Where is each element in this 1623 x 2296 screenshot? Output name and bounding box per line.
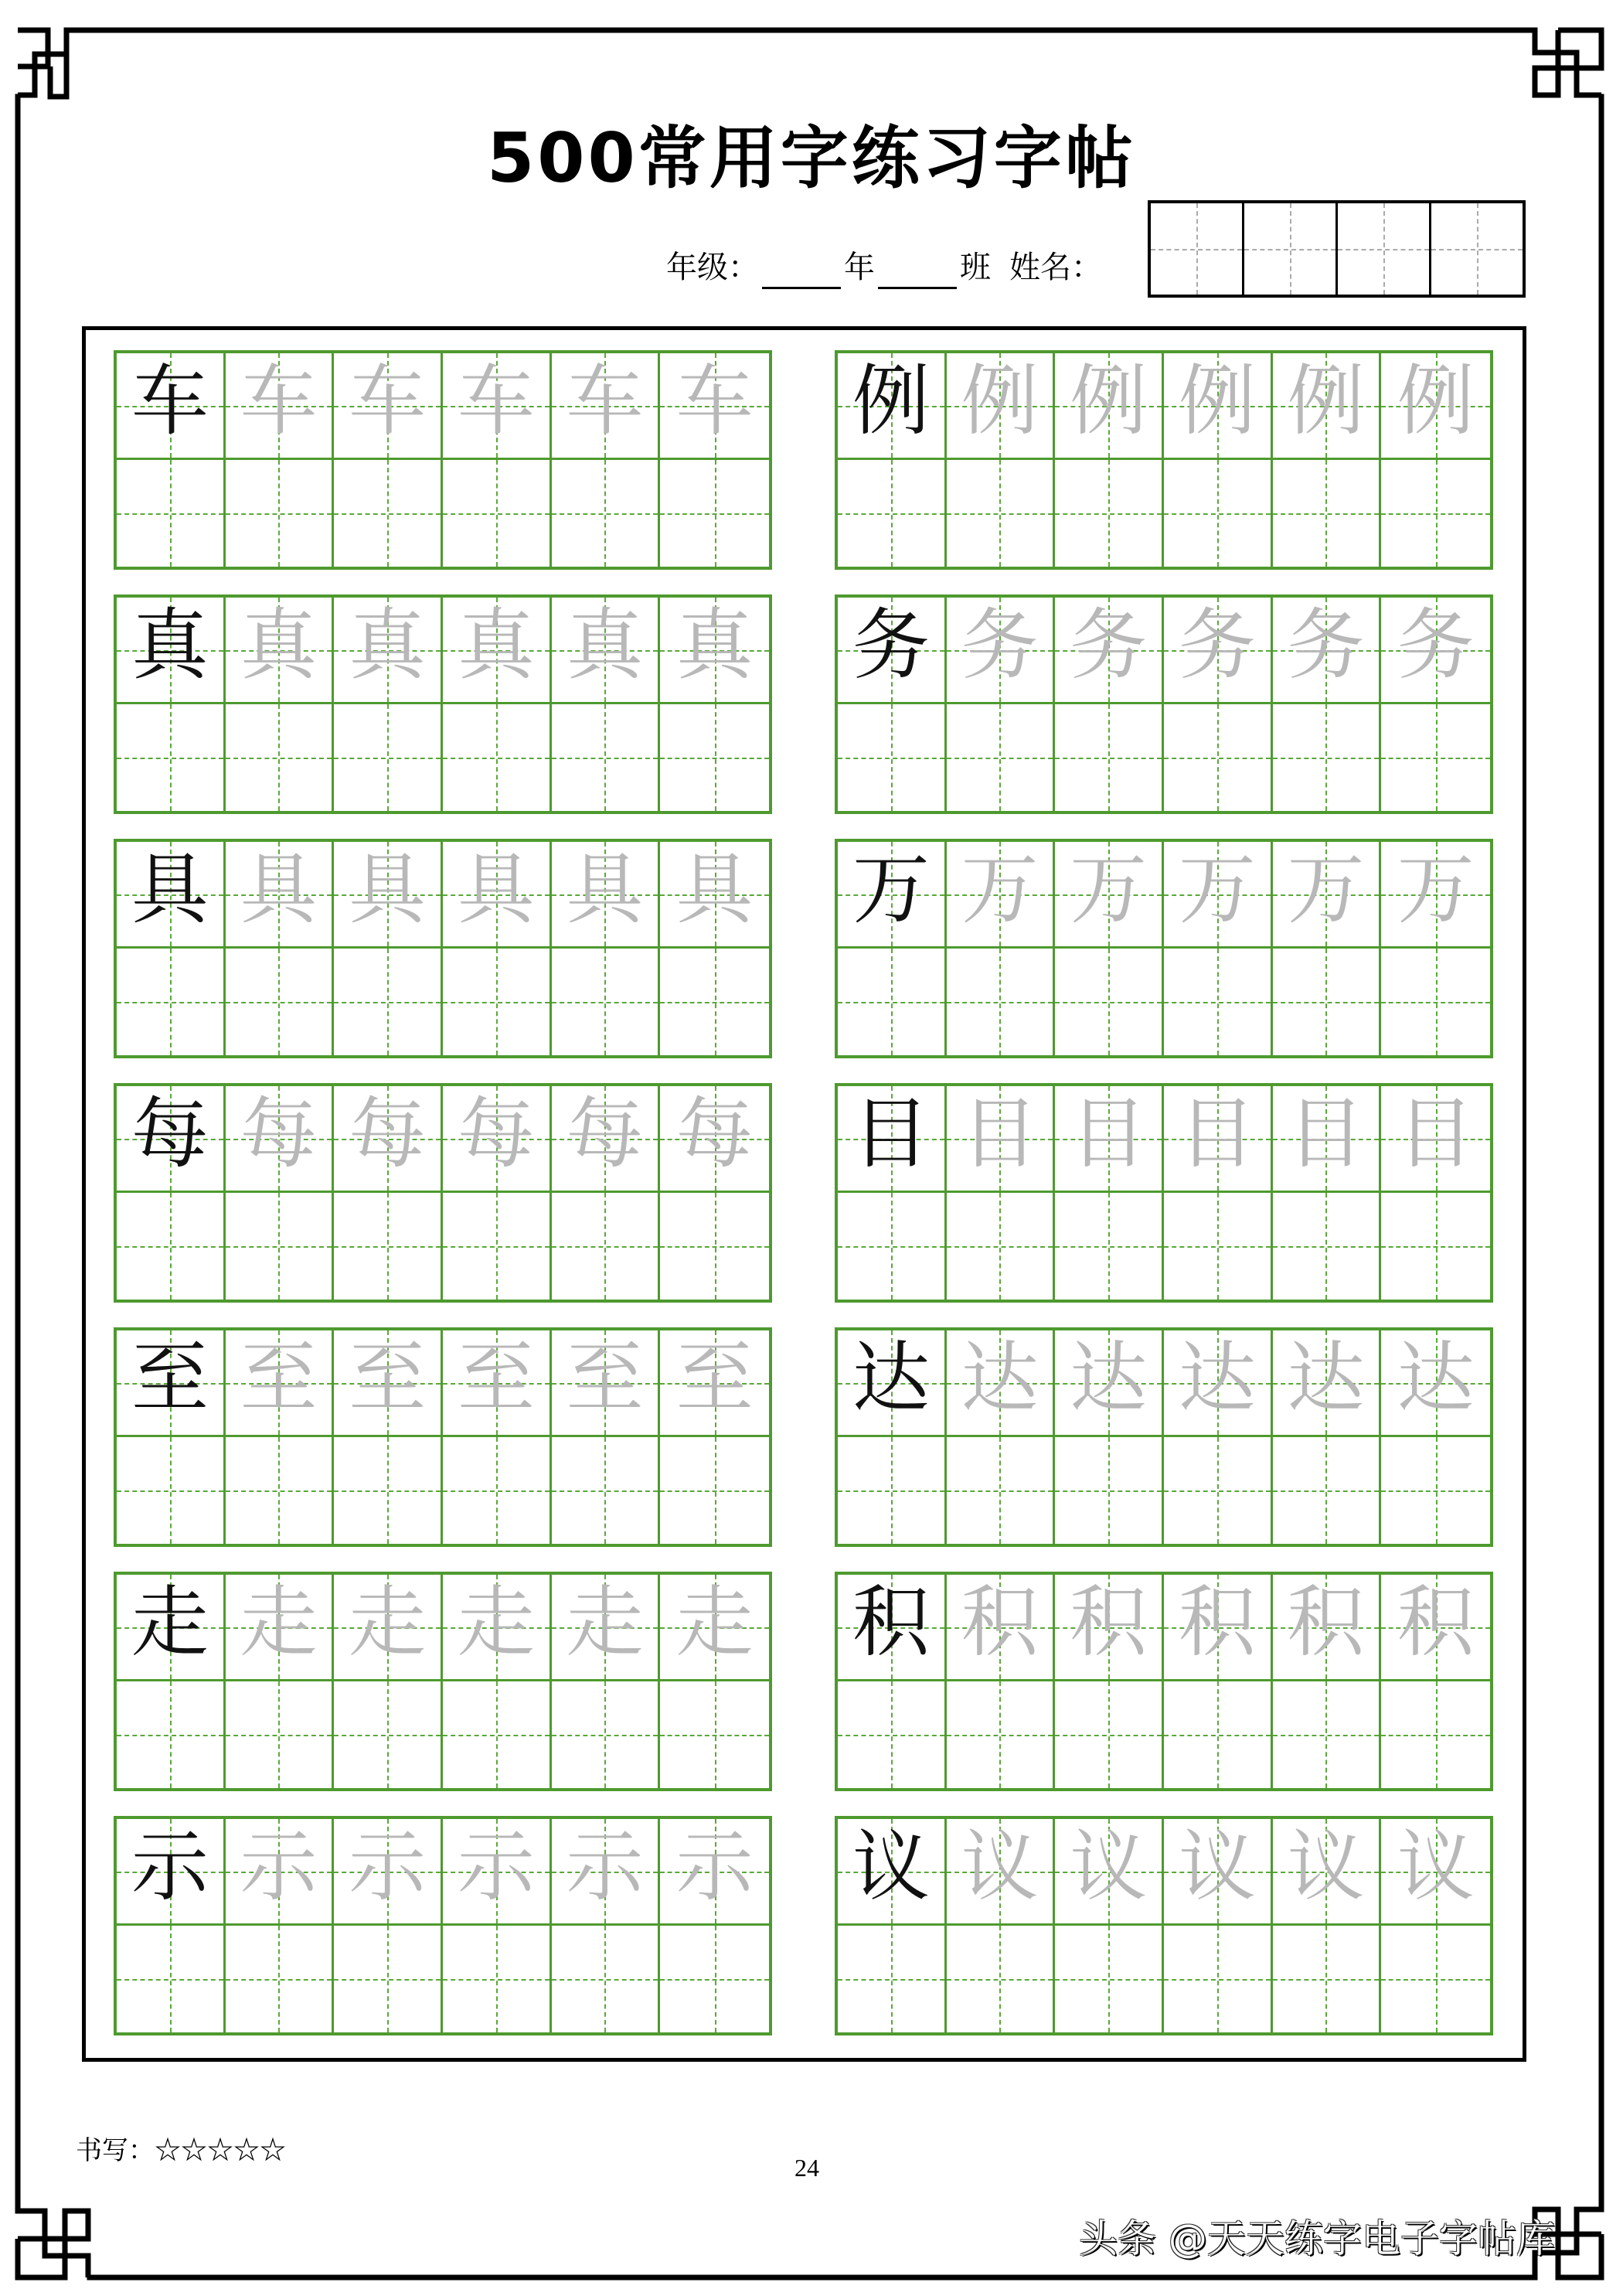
practice-block — [835, 1816, 1493, 2035]
blank-writing-cell[interactable] — [117, 1193, 226, 1300]
trace-character: 示 — [240, 1821, 318, 1912]
trace-character: 万 — [1070, 844, 1148, 935]
trace-character-cell — [1055, 842, 1164, 949]
blank-writing-cell[interactable] — [1381, 1926, 1490, 2032]
trace-character: 至 — [675, 1333, 754, 1423]
blank-writing-cell[interactable] — [1164, 1926, 1273, 2032]
trace-character: 示 — [566, 1821, 644, 1912]
blank-writing-cell[interactable] — [443, 704, 552, 811]
trace-character: 积 — [1070, 1577, 1148, 1667]
blank-writing-cell[interactable] — [660, 704, 769, 811]
blank-writing-cell[interactable] — [443, 1437, 552, 1544]
trace-character-cell — [334, 598, 443, 704]
trace-character-cell — [1055, 353, 1164, 460]
blank-writing-cell[interactable] — [838, 460, 947, 567]
trace-character-cell — [226, 1330, 335, 1437]
trace-character: 积 — [1287, 1577, 1365, 1667]
blank-writing-cell[interactable] — [660, 460, 769, 567]
trace-character-cell — [1164, 1086, 1273, 1193]
practice-block — [114, 839, 772, 1058]
blank-writing-cell[interactable] — [552, 1926, 661, 2032]
trace-character: 走 — [240, 1577, 318, 1667]
trace-character: 车 — [240, 356, 318, 446]
trace-character: 积 — [1178, 1577, 1256, 1667]
blank-writing-cell[interactable] — [1381, 1681, 1490, 1788]
model-character-cell — [838, 353, 947, 460]
model-character-cell — [838, 598, 947, 704]
blank-writing-cell[interactable] — [226, 1926, 335, 2032]
blank-writing-cell[interactable] — [552, 1681, 661, 1788]
name-cell[interactable] — [1151, 203, 1244, 295]
trace-character: 例 — [1070, 356, 1148, 446]
trace-character-cell — [1381, 598, 1490, 704]
trace-character: 具 — [349, 844, 427, 935]
model-character: 务 — [852, 600, 930, 690]
trace-character-cell — [552, 1819, 661, 1926]
blank-writing-cell[interactable] — [947, 704, 1056, 811]
blank-writing-cell[interactable] — [226, 1681, 335, 1788]
practice-block — [835, 594, 1493, 814]
blank-writing-cell[interactable] — [226, 460, 335, 567]
trace-character-cell — [226, 598, 335, 704]
blank-writing-cell[interactable] — [117, 1926, 226, 2032]
trace-character-cell — [1273, 598, 1382, 704]
trace-character-cell — [947, 1086, 1056, 1193]
trace-character: 务 — [961, 600, 1039, 690]
trace-character-cell — [334, 1330, 443, 1437]
blank-writing-cell[interactable] — [1381, 1437, 1490, 1544]
trace-character-cell — [226, 1575, 335, 1681]
name-cell[interactable] — [1244, 203, 1338, 295]
blank-writing-cell[interactable] — [1381, 949, 1490, 1055]
blank-writing-cell[interactable] — [117, 949, 226, 1055]
trace-character: 目 — [1070, 1088, 1148, 1179]
trace-character: 至 — [349, 1333, 427, 1423]
blank-writing-cell[interactable] — [552, 1193, 661, 1300]
trace-character-cell — [1381, 353, 1490, 460]
name-input-grid[interactable] — [1148, 200, 1526, 298]
model-character: 走 — [131, 1577, 209, 1667]
blank-writing-cell[interactable] — [838, 1193, 947, 1300]
trace-character: 达 — [961, 1333, 1039, 1423]
blank-writing-cell[interactable] — [226, 1437, 335, 1544]
blank-writing-cell[interactable] — [947, 1437, 1056, 1544]
trace-character-cell — [1164, 1575, 1273, 1681]
trace-character-cell — [947, 353, 1056, 460]
blank-writing-cell[interactable] — [1055, 460, 1164, 567]
corner-ornament-bottom-left — [18, 2211, 88, 2277]
blank-writing-cell[interactable] — [1164, 1193, 1273, 1300]
blank-writing-cell[interactable] — [117, 704, 226, 811]
model-character: 议 — [852, 1821, 930, 1912]
blank-writing-cell[interactable] — [1381, 460, 1490, 567]
blank-writing-cell[interactable] — [443, 1193, 552, 1300]
practice-block — [114, 1816, 772, 2035]
practice-block — [835, 1327, 1493, 1547]
blank-writing-cell[interactable] — [226, 949, 335, 1055]
trace-character: 万 — [961, 844, 1039, 935]
grade-year-input[interactable] — [762, 253, 841, 289]
trace-character-cell — [1164, 353, 1273, 460]
trace-character: 至 — [457, 1333, 535, 1423]
blank-writing-cell[interactable] — [660, 1193, 769, 1300]
blank-writing-cell[interactable] — [1164, 704, 1273, 811]
trace-character-cell — [660, 353, 769, 460]
trace-character: 示 — [457, 1821, 535, 1912]
trace-character: 目 — [1397, 1088, 1475, 1179]
model-character-cell — [117, 598, 226, 704]
trace-character: 务 — [1397, 600, 1475, 690]
trace-character: 务 — [1070, 600, 1148, 690]
blank-writing-cell[interactable] — [1273, 949, 1382, 1055]
trace-character: 真 — [457, 600, 535, 690]
trace-character: 议 — [961, 1821, 1039, 1912]
blank-writing-cell[interactable] — [443, 460, 552, 567]
blank-writing-cell[interactable] — [1055, 949, 1164, 1055]
class-label: 班 — [960, 250, 991, 285]
trace-character-cell — [443, 598, 552, 704]
trace-character: 每 — [457, 1088, 535, 1179]
practice-block — [835, 1572, 1493, 1791]
trace-character-cell — [947, 842, 1056, 949]
trace-character-cell — [660, 598, 769, 704]
model-character-cell — [117, 1330, 226, 1437]
blank-writing-cell[interactable] — [552, 949, 661, 1055]
trace-character: 积 — [1397, 1577, 1475, 1667]
trace-character: 积 — [961, 1577, 1039, 1667]
trace-character-cell — [947, 1819, 1056, 1926]
blank-writing-cell[interactable] — [1055, 1681, 1164, 1788]
blank-writing-cell[interactable] — [117, 1437, 226, 1544]
model-character-cell — [838, 1575, 947, 1681]
trace-character-cell — [443, 1330, 552, 1437]
trace-character-cell — [443, 842, 552, 949]
blank-writing-cell[interactable] — [1273, 1437, 1382, 1544]
blank-writing-cell[interactable] — [838, 949, 947, 1055]
blank-writing-cell[interactable] — [947, 949, 1056, 1055]
trace-character-cell — [334, 842, 443, 949]
blank-writing-cell[interactable] — [838, 704, 947, 811]
trace-character: 至 — [240, 1333, 318, 1423]
blank-writing-cell[interactable] — [1381, 1193, 1490, 1300]
corner-ornament-top-left — [18, 30, 66, 97]
trace-character: 达 — [1070, 1333, 1148, 1423]
blank-writing-cell[interactable] — [660, 1926, 769, 2032]
model-character: 具 — [131, 844, 209, 935]
blank-writing-cell[interactable] — [1273, 704, 1382, 811]
trace-character: 走 — [349, 1577, 427, 1667]
blank-writing-cell[interactable] — [443, 1926, 552, 2032]
trace-character-cell — [1381, 1330, 1490, 1437]
blank-writing-cell[interactable] — [117, 1681, 226, 1788]
blank-writing-cell[interactable] — [1055, 1193, 1164, 1300]
model-character-cell — [117, 1086, 226, 1193]
model-character-cell — [117, 353, 226, 460]
trace-character: 真 — [349, 600, 427, 690]
trace-character-cell — [1273, 1575, 1382, 1681]
name-cell[interactable] — [1338, 203, 1431, 295]
practice-block — [114, 1327, 772, 1547]
blank-writing-cell[interactable] — [1273, 1681, 1382, 1788]
blank-writing-cell[interactable] — [117, 460, 226, 567]
trace-character-cell — [443, 1575, 552, 1681]
blank-writing-cell[interactable] — [1055, 1437, 1164, 1544]
trace-character-cell — [1273, 353, 1382, 460]
blank-writing-cell[interactable] — [660, 1681, 769, 1788]
blank-writing-cell[interactable] — [1273, 1193, 1382, 1300]
writing-rating — [76, 2134, 286, 2168]
trace-character-cell — [552, 1575, 661, 1681]
trace-character-cell — [1381, 1575, 1490, 1681]
blank-writing-cell[interactable] — [838, 1437, 947, 1544]
trace-character-cell — [334, 1819, 443, 1926]
model-character-cell — [117, 1575, 226, 1681]
model-character: 每 — [131, 1088, 209, 1179]
trace-character-cell — [660, 1086, 769, 1193]
blank-writing-cell[interactable] — [838, 1926, 947, 2032]
corner-ornament-top-right — [1535, 30, 1601, 95]
trace-character-cell — [1164, 1330, 1273, 1437]
trace-character: 每 — [349, 1088, 427, 1179]
page-number: 24 — [794, 2154, 819, 2182]
trace-character: 至 — [566, 1333, 644, 1423]
blank-writing-cell[interactable] — [947, 460, 1056, 567]
blank-writing-cell[interactable] — [552, 1437, 661, 1544]
blank-writing-cell[interactable] — [226, 1193, 335, 1300]
trace-character: 务 — [1178, 600, 1256, 690]
trace-character: 车 — [675, 356, 754, 446]
trace-character-cell — [443, 353, 552, 460]
practice-block — [835, 350, 1493, 570]
year-label: 年 — [844, 250, 875, 285]
model-character-cell — [838, 1086, 947, 1193]
trace-character-cell — [660, 842, 769, 949]
trace-character: 议 — [1397, 1821, 1475, 1912]
blank-writing-cell[interactable] — [1273, 1926, 1382, 2032]
trace-character-cell — [1273, 842, 1382, 949]
trace-character-cell — [552, 1330, 661, 1437]
trace-character-cell — [1055, 1330, 1164, 1437]
model-character: 真 — [131, 600, 209, 690]
trace-character: 务 — [1287, 600, 1365, 690]
trace-character: 议 — [1287, 1821, 1365, 1912]
trace-character: 例 — [1178, 356, 1256, 446]
blank-writing-cell[interactable] — [947, 1193, 1056, 1300]
star-rating[interactable]: ☆☆☆☆☆ — [155, 2135, 286, 2166]
trace-character-cell — [1055, 598, 1164, 704]
trace-character-cell — [660, 1819, 769, 1926]
blank-writing-cell[interactable] — [1164, 949, 1273, 1055]
trace-character-cell — [334, 353, 443, 460]
blank-writing-cell[interactable] — [334, 704, 443, 811]
blank-writing-cell[interactable] — [443, 949, 552, 1055]
trace-character-cell — [1055, 1086, 1164, 1193]
model-character: 例 — [852, 356, 930, 446]
trace-character: 议 — [1178, 1821, 1256, 1912]
model-character: 达 — [852, 1333, 930, 1423]
trace-character-cell — [552, 598, 661, 704]
trace-character: 目 — [1287, 1088, 1365, 1179]
trace-character-cell — [552, 842, 661, 949]
blank-writing-cell[interactable] — [1164, 1437, 1273, 1544]
model-character-cell — [838, 1330, 947, 1437]
practice-block — [835, 1083, 1493, 1303]
blank-writing-cell[interactable] — [334, 1926, 443, 2032]
blank-writing-cell[interactable] — [226, 704, 335, 811]
trace-character: 真 — [240, 600, 318, 690]
trace-character: 车 — [457, 356, 535, 446]
trace-character: 例 — [1287, 356, 1365, 446]
grade-label: 年级： — [666, 250, 759, 285]
trace-character-cell — [1273, 1819, 1382, 1926]
trace-character-cell — [947, 1330, 1056, 1437]
trace-character-cell — [1381, 1819, 1490, 1926]
trace-character-cell — [947, 598, 1056, 704]
trace-character-cell — [1381, 842, 1490, 949]
blank-writing-cell[interactable] — [1055, 1926, 1164, 2032]
blank-writing-cell[interactable] — [1273, 460, 1382, 567]
trace-character: 车 — [566, 356, 644, 446]
trace-character: 例 — [961, 356, 1039, 446]
trace-character: 走 — [457, 1577, 535, 1667]
trace-character: 具 — [240, 844, 318, 935]
practice-block — [114, 594, 772, 814]
trace-character: 走 — [566, 1577, 644, 1667]
trace-character: 具 — [675, 844, 754, 935]
trace-character-cell — [947, 1575, 1056, 1681]
trace-character: 具 — [457, 844, 535, 935]
trace-character-cell — [1273, 1330, 1382, 1437]
blank-writing-cell[interactable] — [1055, 704, 1164, 811]
blank-writing-cell[interactable] — [1164, 1681, 1273, 1788]
trace-character: 达 — [1397, 1333, 1475, 1423]
blank-writing-cell[interactable] — [334, 949, 443, 1055]
trace-character: 目 — [961, 1088, 1039, 1179]
practice-block — [114, 350, 772, 570]
blank-writing-cell[interactable] — [947, 1926, 1056, 2032]
blank-writing-cell[interactable] — [334, 460, 443, 567]
trace-character-cell — [552, 1086, 661, 1193]
model-character: 目 — [852, 1088, 930, 1179]
blank-writing-cell[interactable] — [1381, 704, 1490, 811]
blank-writing-cell[interactable] — [660, 949, 769, 1055]
trace-character-cell — [226, 1086, 335, 1193]
watermark: 头条 @天天练字电子字帖库 — [1079, 2216, 1555, 2261]
model-character: 至 — [131, 1333, 209, 1423]
class-input[interactable] — [878, 253, 957, 289]
trace-character: 示 — [349, 1821, 427, 1912]
model-character: 万 — [852, 844, 930, 935]
trace-character: 走 — [675, 1577, 754, 1667]
model-character-cell — [117, 1819, 226, 1926]
trace-character: 车 — [349, 356, 427, 446]
blank-writing-cell[interactable] — [947, 1681, 1056, 1788]
trace-character-cell — [1055, 1575, 1164, 1681]
trace-character: 万 — [1397, 844, 1475, 935]
student-info-line — [666, 246, 1102, 289]
trace-character: 例 — [1397, 356, 1475, 446]
model-character-cell — [838, 1819, 947, 1926]
trace-character: 议 — [1070, 1821, 1148, 1912]
blank-writing-cell[interactable] — [660, 1437, 769, 1544]
trace-character: 每 — [566, 1088, 644, 1179]
trace-character-cell — [1055, 1819, 1164, 1926]
trace-character-cell — [1164, 842, 1273, 949]
trace-character: 真 — [566, 600, 644, 690]
trace-character-cell — [334, 1086, 443, 1193]
trace-character: 万 — [1178, 844, 1256, 935]
trace-character-cell — [1381, 1086, 1490, 1193]
trace-character-cell — [226, 353, 335, 460]
practice-block — [114, 1572, 772, 1791]
trace-character-cell — [660, 1575, 769, 1681]
trace-character-cell — [1164, 1819, 1273, 1926]
trace-character: 目 — [1178, 1088, 1256, 1179]
blank-writing-cell[interactable] — [443, 1681, 552, 1788]
blank-writing-cell[interactable] — [552, 460, 661, 567]
model-character-cell — [117, 842, 226, 949]
blank-writing-cell[interactable] — [334, 1193, 443, 1300]
trace-character: 示 — [675, 1821, 754, 1912]
blank-writing-cell[interactable] — [552, 704, 661, 811]
trace-character-cell — [552, 353, 661, 460]
trace-character-cell — [226, 842, 335, 949]
name-label: 姓名： — [1009, 250, 1102, 285]
trace-character: 万 — [1287, 844, 1365, 935]
trace-character-cell — [443, 1819, 552, 1926]
rating-label: 书写： — [76, 2135, 155, 2166]
trace-character-cell — [1164, 598, 1273, 704]
trace-character: 达 — [1287, 1333, 1365, 1423]
trace-character: 真 — [675, 600, 754, 690]
blank-writing-cell[interactable] — [334, 1437, 443, 1544]
model-character-cell — [838, 842, 947, 949]
trace-character-cell — [1273, 1086, 1382, 1193]
trace-character-cell — [443, 1086, 552, 1193]
blank-writing-cell[interactable] — [838, 1681, 947, 1788]
model-character: 车 — [131, 356, 209, 446]
model-character: 积 — [852, 1577, 930, 1667]
trace-character-cell — [226, 1819, 335, 1926]
model-character: 示 — [131, 1821, 209, 1912]
trace-character-cell — [660, 1330, 769, 1437]
blank-writing-cell[interactable] — [334, 1681, 443, 1788]
practice-block — [835, 839, 1493, 1058]
trace-character: 每 — [240, 1088, 318, 1179]
trace-character: 每 — [675, 1088, 754, 1179]
name-cell[interactable] — [1431, 203, 1523, 295]
blank-writing-cell[interactable] — [1164, 460, 1273, 567]
trace-character-cell — [334, 1575, 443, 1681]
practice-block — [114, 1083, 772, 1303]
trace-character: 达 — [1178, 1333, 1256, 1423]
trace-character: 具 — [566, 844, 644, 935]
page-title: 500常用字练习字帖 — [487, 118, 1136, 198]
